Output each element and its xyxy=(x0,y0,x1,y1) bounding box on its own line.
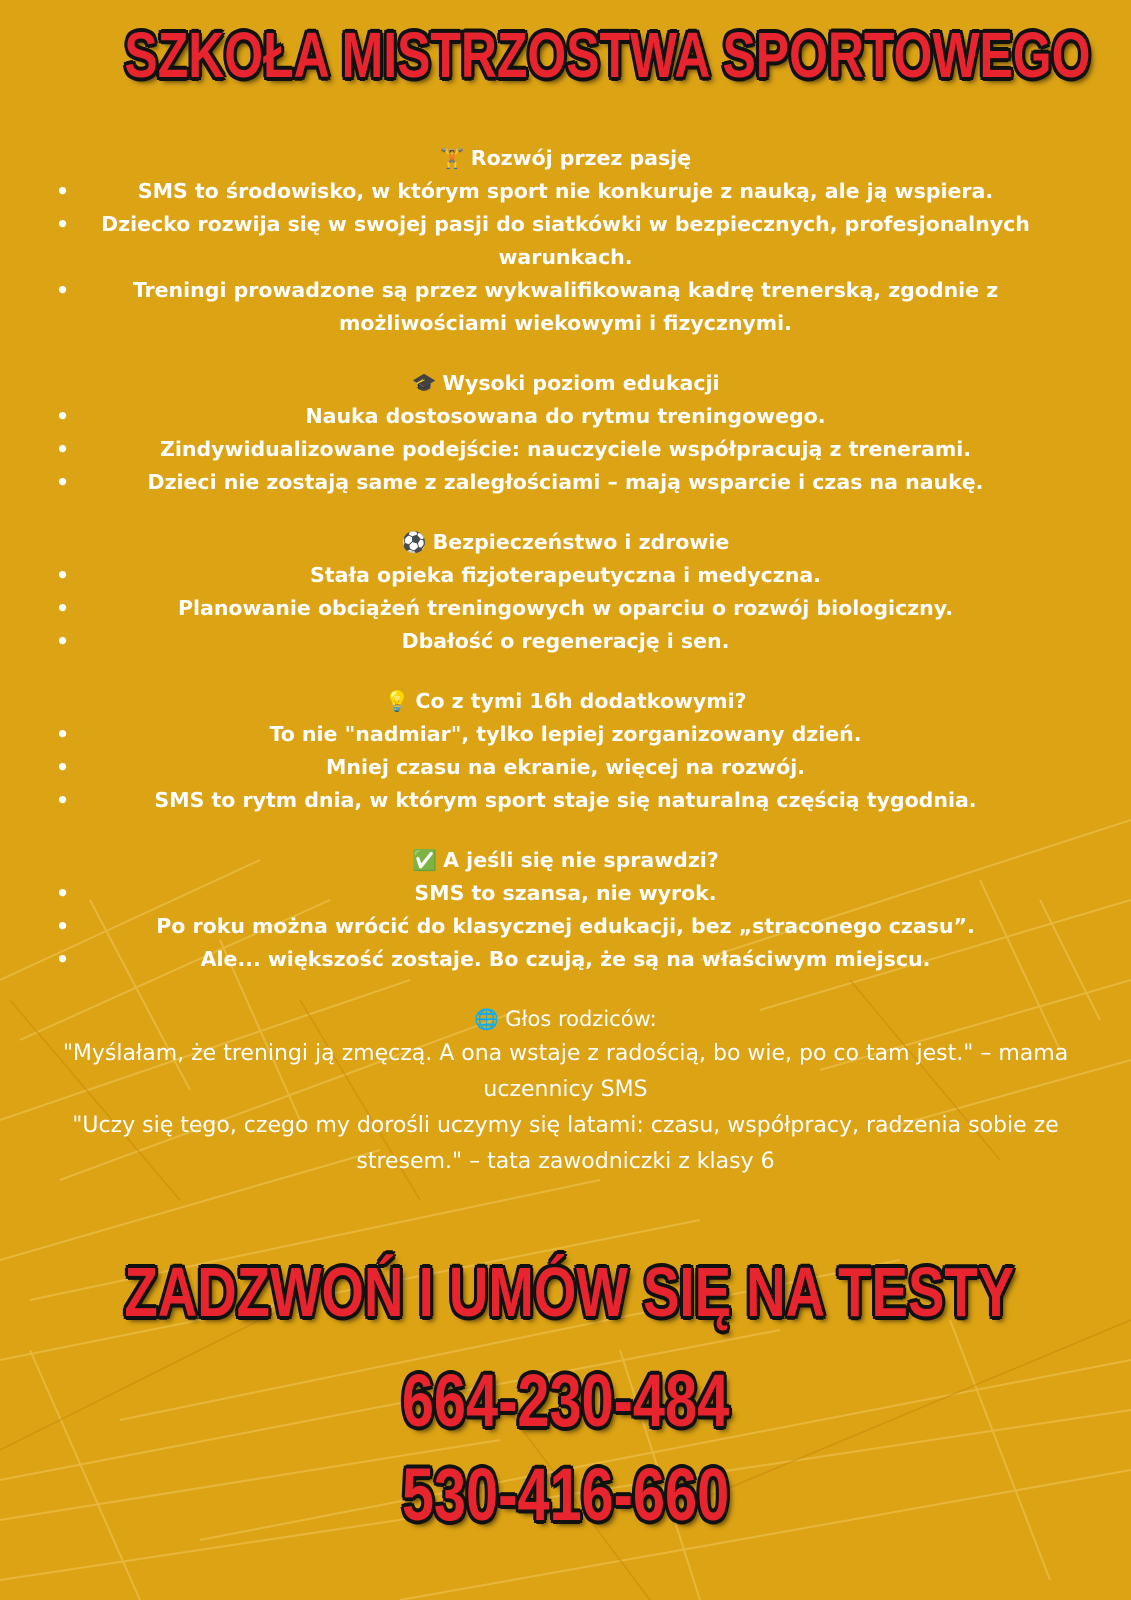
list-item: • Dbałość o regenerację i sen. xyxy=(40,625,1091,658)
section-heading-text: Rozwój przez pasję xyxy=(470,146,692,170)
bullet-list xyxy=(40,175,1091,340)
section-passion xyxy=(40,142,1091,340)
soccer-ball-icon: ⚽ xyxy=(401,530,427,554)
graduation-cap-icon: 🎓 xyxy=(411,371,437,395)
section-heading xyxy=(40,685,1091,718)
list-item: • SMS to rytm dnia, w którym sport staje się naturalną częścią tygodnia. xyxy=(40,784,1091,817)
bullet-list xyxy=(40,877,1091,976)
section-heading xyxy=(40,367,1091,400)
section-safety xyxy=(40,526,1091,658)
list-item: • SMS to środowisko, w którym sport nie konkuruje z nauką, ale ją wspiera. xyxy=(40,175,1091,208)
light-bulb-icon: 💡 xyxy=(384,689,410,713)
section-parent-quotes xyxy=(40,1003,1091,1180)
list-item: • To nie "nadmiar", tylko lepiej zorganizowany dzień. xyxy=(40,718,1091,751)
weightlifter-icon: 🏋 xyxy=(439,146,465,170)
section-heading xyxy=(40,142,1091,175)
list-item: • SMS to szansa, nie wyrok. xyxy=(40,877,1091,910)
page-title: SZKOŁA MISTRZOSTWA SPORTOWEGO xyxy=(124,19,1091,91)
section-heading xyxy=(40,526,1091,559)
list-item: • Planowanie obciążeń treningowych w oparciu o rozwój biologiczny. xyxy=(40,592,1091,625)
bullet-list xyxy=(40,400,1091,499)
list-item: • Zindywidualizowane podejście: nauczyciele współpracują z trenerami. xyxy=(40,433,1091,466)
parent-quote: "Uczy się tego, czego my dorośli uczymy się latami: czasu, współpracy, radzenia sobie ze stresem." – tata zawodniczki z klasy 6 xyxy=(72,1113,1059,1174)
section-heading-text: Głos rodziców: xyxy=(505,1007,657,1031)
section-heading-text: Wysoki poziom edukacji xyxy=(442,371,720,395)
parent-quote: "Myślałam, że treningi ją zmęczą. A ona wstaje z radością, bo wie, po co tam jest." – mama uczennicy SMS xyxy=(62,1041,1069,1102)
list-item: • Dziecko rozwija się w swojej pasji do siatkówki w bezpiecznych, profesjonalnych warunkach. xyxy=(40,208,1091,274)
section-extra-hours xyxy=(40,685,1091,817)
list-item: • Po roku można wrócić do klasycznej edukacji, bez „straconego czasu”. xyxy=(40,910,1091,943)
list-item: • Ale... większość zostaje. Bo czują, że są na właściwym miejscu. xyxy=(40,943,1091,976)
list-item: • Stała opieka fizjoterapeutyczna i medyczna. xyxy=(40,559,1091,592)
call-to-action: ZADZWOŃ I UMÓW SIĘ NA TESTY xyxy=(124,1253,1015,1331)
list-item: • Dzieci nie zostają same z zaległościami – mają wsparcie i czas na naukę. xyxy=(40,466,1091,499)
list-item: • Treningi prowadzone są przez wykwalifikowaną kadrę trenerską, zgodnie z możliwościami wiekowymi i fizycznymi. xyxy=(40,274,1091,340)
section-heading xyxy=(40,1003,1091,1036)
section-fallback xyxy=(40,844,1091,976)
section-heading-text: Bezpieczeństwo i zdrowie xyxy=(432,530,730,554)
phone-number[interactable]: 530-416-660 xyxy=(401,1453,730,1536)
bullet-list xyxy=(40,718,1091,817)
check-mark-icon: ✅ xyxy=(412,848,438,872)
bullet-list xyxy=(40,559,1091,658)
globe-icon: 🌐 xyxy=(474,1007,500,1031)
section-education xyxy=(40,367,1091,499)
list-item: • Mniej czasu na ekranie, więcej na rozwój. xyxy=(40,751,1091,784)
content xyxy=(40,142,1091,1207)
list-item: • Nauka dostosowana do rytmu treningowego. xyxy=(40,400,1091,433)
section-heading xyxy=(40,844,1091,877)
section-heading-text: A jeśli się nie sprawdzi? xyxy=(443,848,719,872)
section-heading-text: Co z tymi 16h dodatkowymi? xyxy=(415,689,747,713)
phone-number[interactable]: 664-230-484 xyxy=(401,1359,730,1442)
